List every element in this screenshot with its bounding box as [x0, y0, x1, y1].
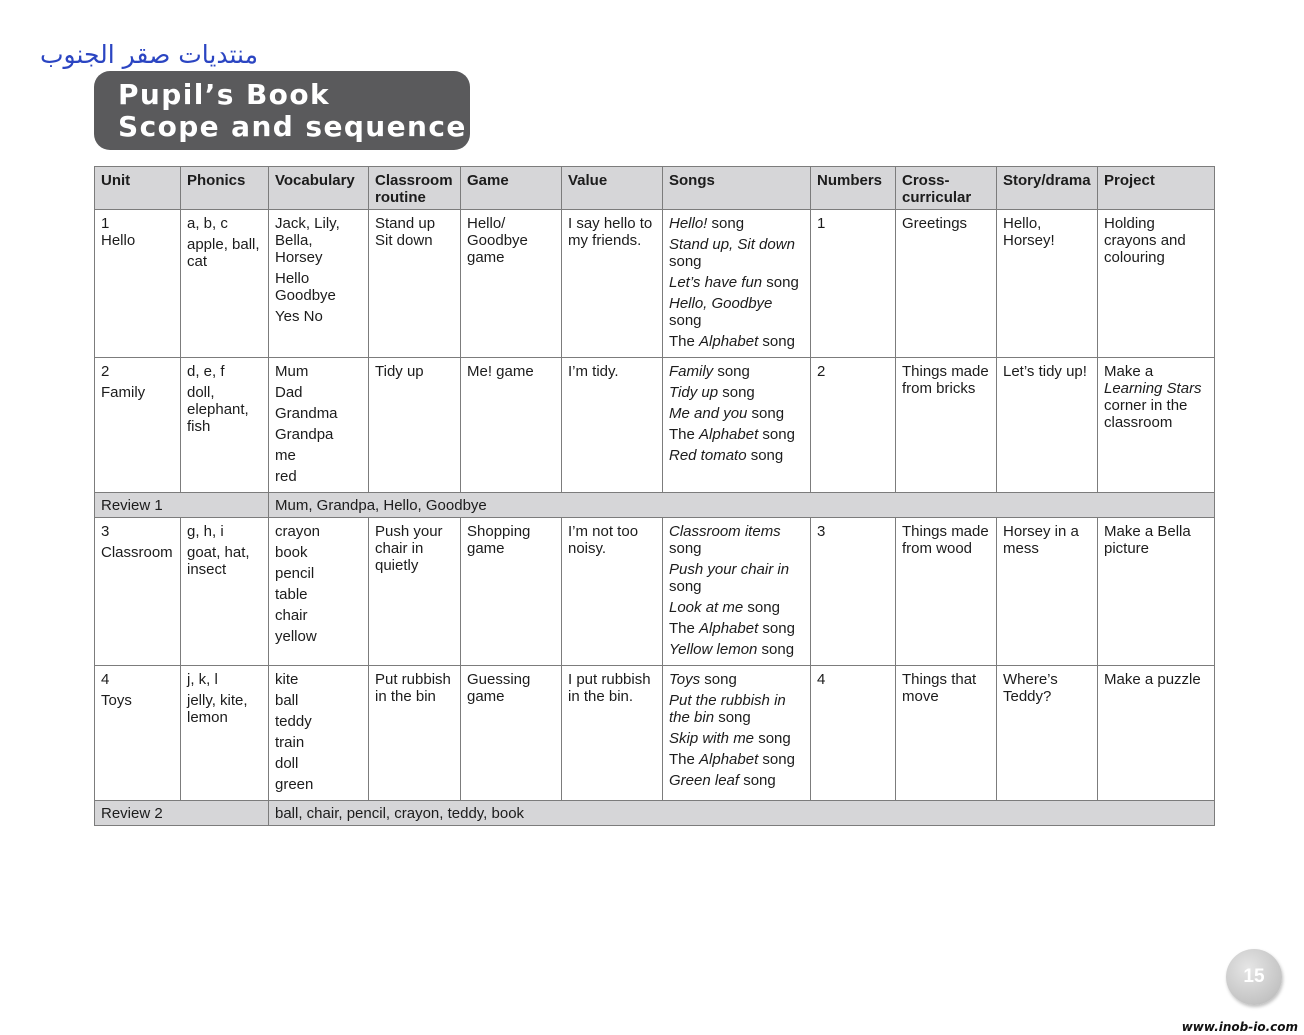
table-row	[95, 358, 1215, 493]
vocab-item: yellow	[275, 628, 317, 645]
song-item: Hello, Goodbye song	[669, 295, 773, 329]
song-item: Push your chair in song	[669, 561, 790, 595]
review-words: Mum, Grandpa, Hello, Goodbye	[269, 493, 1215, 518]
unit-number: 3	[101, 523, 110, 540]
unit-cell	[95, 358, 181, 493]
value-cell: I say hello to my friends.	[562, 210, 663, 358]
phonics-words: doll, elephant, fish	[187, 384, 249, 435]
story-cell: Let’s tidy up!	[997, 358, 1098, 493]
routine-cell: Tidy up	[369, 358, 461, 493]
numbers-cell: 3	[811, 518, 896, 666]
header-phonics: Phonics	[181, 167, 269, 210]
song-item: Tidy up song	[669, 384, 755, 401]
vocab-item: crayon	[275, 523, 321, 540]
cross-curricular-cell: Things that move	[896, 666, 997, 801]
unit-number: 4	[101, 671, 110, 688]
numbers-cell: 2	[811, 358, 896, 493]
value-cell: I’m not too noisy.	[562, 518, 663, 666]
vocab-item: pencil	[275, 565, 315, 582]
table-row	[95, 210, 1215, 358]
numbers-cell: 1	[811, 210, 896, 358]
song-item: Me and you song	[669, 405, 785, 422]
unit-name: Family	[101, 384, 146, 401]
vocabulary-cell	[269, 358, 369, 493]
phonics-cell	[181, 666, 269, 801]
story-cell: Hello, Horsey!	[997, 210, 1098, 358]
header-value: Value	[562, 167, 663, 210]
unit-number: 1	[101, 215, 110, 232]
vocab-item: chair	[275, 607, 308, 624]
unit-name: Classroom	[101, 544, 173, 561]
song-item: Family song	[669, 363, 750, 380]
numbers-cell: 4	[811, 666, 896, 801]
header-cross-curricular: Cross-curricular	[896, 167, 997, 210]
phonics-words: apple, ball, cat	[187, 236, 260, 270]
routine-cell: Put rubbish in the bin	[369, 666, 461, 801]
story-cell: Horsey in a mess	[997, 518, 1098, 666]
page-number-badge: 15	[1226, 949, 1282, 1005]
page-title-box	[94, 71, 470, 150]
songs-cell	[663, 518, 811, 666]
vocabulary-cell	[269, 518, 369, 666]
project-cell: Make a puzzle	[1098, 666, 1215, 801]
value-cell: I’m tidy.	[562, 358, 663, 493]
vocab-item: train	[275, 734, 305, 751]
unit-cell	[95, 666, 181, 801]
vocab-item: Grandpa	[275, 426, 334, 443]
phonics-cell	[181, 210, 269, 358]
unit-cell	[95, 210, 181, 358]
song-item: Classroom items song	[669, 523, 781, 557]
site-url-watermark: www.inob-io.com	[1181, 1020, 1298, 1034]
vocab-item: ball	[275, 692, 299, 709]
game-cell: Me! game	[461, 358, 562, 493]
vocab-item: Yes No	[275, 308, 323, 325]
phonics-letters: a, b, c	[187, 215, 228, 232]
header-songs: Songs	[663, 167, 811, 210]
routine-cell: Push your chair in quietly	[369, 518, 461, 666]
review-label: Review 1	[95, 493, 269, 518]
table-header-row	[95, 167, 1215, 210]
header-unit: Unit	[95, 167, 181, 210]
table-row	[95, 518, 1215, 666]
phonics-words: jelly, kite, lemon	[187, 692, 248, 726]
vocab-item: green	[275, 776, 314, 793]
header-numbers: Numbers	[811, 167, 896, 210]
song-item: Hello! song	[669, 215, 745, 232]
songs-cell	[663, 666, 811, 801]
vocab-item: Jack, Lily, Bella, Horsey	[275, 215, 340, 266]
song-item: Green leaf song	[669, 772, 776, 789]
vocab-item: kite	[275, 671, 299, 688]
song-item: The Alphabet song	[669, 751, 795, 768]
vocabulary-cell	[269, 666, 369, 801]
vocabulary-cell	[269, 210, 369, 358]
cross-curricular-cell: Things made from bricks	[896, 358, 997, 493]
vocab-item: Grandma	[275, 405, 338, 422]
phonics-cell	[181, 358, 269, 493]
vocab-item: teddy	[275, 713, 312, 730]
unit-name: Toys	[101, 692, 132, 709]
header-project: Project	[1098, 167, 1215, 210]
project-cell: Make a Bella picture	[1098, 518, 1215, 666]
song-item: Let’s have fun song	[669, 274, 799, 291]
song-item: Put the rubbish in the bin song	[669, 692, 786, 726]
song-item: Skip with me song	[669, 730, 791, 747]
song-item: Red tomato song	[669, 447, 784, 464]
routine-cell: Stand up Sit down	[369, 210, 461, 358]
story-cell: Where’s Teddy?	[997, 666, 1098, 801]
vocab-item: me	[275, 447, 296, 464]
phonics-words: goat, hat, insect	[187, 544, 250, 578]
vocab-item: table	[275, 586, 308, 603]
game-cell: Shopping game	[461, 518, 562, 666]
songs-cell	[663, 210, 811, 358]
header-vocabulary: Vocabulary	[269, 167, 369, 210]
unit-number: 2	[101, 363, 110, 380]
song-item: The Alphabet song	[669, 426, 795, 443]
song-item: Stand up, Sit down song	[669, 236, 795, 270]
vocab-item: Mum	[275, 363, 309, 380]
vocab-item: Hello Goodbye	[275, 270, 336, 304]
vocab-item: doll	[275, 755, 299, 772]
song-item: The Alphabet song	[669, 333, 795, 350]
project-cell: Holding crayons and colouring	[1098, 210, 1215, 358]
vocab-item: Dad	[275, 384, 303, 401]
cross-curricular-cell: Greetings	[896, 210, 997, 358]
song-item: Toys song	[669, 671, 737, 688]
vocab-item: red	[275, 468, 297, 485]
scope-sequence-table	[94, 166, 1215, 826]
phonics-letters: j, k, l	[187, 671, 218, 688]
title-line-1: Pupil’s Book	[118, 78, 330, 111]
game-cell: Hello/ Goodbye game	[461, 210, 562, 358]
project-cell: Make a Learning Stars corner in the classroom	[1098, 358, 1215, 493]
song-item: The Alphabet song	[669, 620, 795, 637]
vocab-item: book	[275, 544, 308, 561]
header-classroom-routine: Classroom routine	[369, 167, 461, 210]
song-item: Look at me song	[669, 599, 780, 616]
phonics-letters: d, e, f	[187, 363, 225, 380]
title-line-2: Scope and sequence	[118, 110, 467, 143]
cross-curricular-cell: Things made from wood	[896, 518, 997, 666]
game-cell: Guessing game	[461, 666, 562, 801]
review-row	[95, 801, 1215, 826]
phonics-cell	[181, 518, 269, 666]
review-words: ball, chair, pencil, crayon, teddy, book	[269, 801, 1215, 826]
header-game: Game	[461, 167, 562, 210]
review-label: Review 2	[95, 801, 269, 826]
value-cell: I put rubbish in the bin.	[562, 666, 663, 801]
unit-name: Hello	[101, 232, 136, 249]
unit-cell	[95, 518, 181, 666]
header-story-drama: Story/drama	[997, 167, 1098, 210]
table-row	[95, 666, 1215, 801]
songs-cell	[663, 358, 811, 493]
review-row	[95, 493, 1215, 518]
song-item: Yellow lemon song	[669, 641, 795, 658]
forum-watermark: منتديات صقر الجنوب	[40, 40, 258, 69]
phonics-letters: g, h, i	[187, 523, 224, 540]
